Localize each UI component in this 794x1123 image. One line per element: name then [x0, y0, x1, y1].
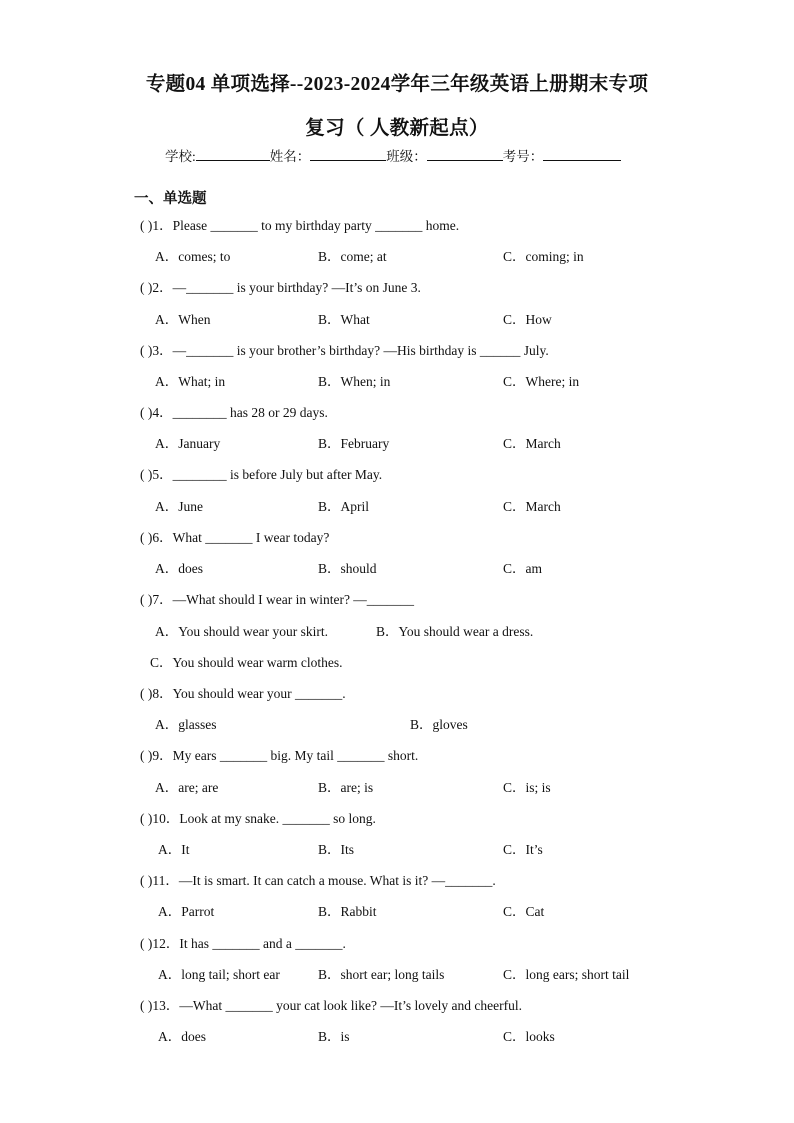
- question-12-option-c: C．long ears; short tail: [503, 967, 630, 982]
- question-7-option-a: A．You should wear your skirt.: [155, 624, 329, 639]
- question-12-option-b: B．short ear; long tails: [318, 967, 445, 982]
- question-3-option-a: A．What; in: [155, 374, 226, 389]
- question-9-option-b: B．are; is: [318, 780, 374, 795]
- page-title-line1: 专题04 单项选择--2023-2024学年三年级英语上册期末专项: [145, 74, 649, 95]
- question-2-option-a: A．When: [155, 312, 211, 327]
- question-2-option-c: C．How: [503, 312, 552, 327]
- question-6: ( )6．What _______ I wear today?: [140, 530, 330, 545]
- question-11-option-b: B．Rabbit: [318, 904, 377, 919]
- question-5-option-c: C．March: [503, 499, 561, 514]
- question-9-option-c: C．is; is: [503, 780, 551, 795]
- number-blank: [543, 146, 621, 161]
- question-13-option-a: A．does: [158, 1029, 206, 1044]
- question-8-option-a: A．glasses: [155, 717, 217, 732]
- question-5-option-b: B．April: [318, 499, 370, 514]
- question-6-option-b: B．should: [318, 561, 377, 576]
- question-13-option-b: B．is: [318, 1029, 350, 1044]
- question-10-option-a: A．It: [158, 842, 190, 857]
- question-10-option-c: C．It’s: [503, 842, 543, 857]
- class-blank: [427, 146, 503, 161]
- question-8-option-b: B．gloves: [410, 717, 468, 732]
- page-title-line2: 复习（ 人教新起点）: [305, 118, 489, 139]
- question-10: ( )10．Look at my snake. _______ so long.: [140, 811, 376, 826]
- question-7: ( )7．—What should I wear in winter? —_______: [140, 592, 415, 607]
- question-11-option-c: C．Cat: [503, 904, 545, 919]
- question-12: ( )12．It has _______ and a _______.: [140, 936, 346, 951]
- student-info-row: [165, 145, 621, 165]
- question-3-option-b: B．When; in: [318, 374, 391, 389]
- question-13-option-c: C．looks: [503, 1029, 555, 1044]
- question-13: ( )13．—What _______ your cat look like? —It’s lovely and cheerful.: [140, 998, 523, 1013]
- school-label: 学校:: [165, 149, 196, 164]
- number-label: 考号：: [502, 149, 544, 164]
- question-9: ( )9．My ears _______ big. My tail _______ short.: [140, 748, 419, 763]
- question-1-option-b: B．come; at: [318, 249, 387, 264]
- question-11-option-a: A．Parrot: [158, 904, 215, 919]
- question-6-option-a: A．does: [155, 561, 203, 576]
- question-12-option-a: A．long tail; short ear: [158, 967, 280, 982]
- section-title: 一、单选题: [134, 191, 207, 207]
- question-5: ( )5．________ is before July but after May.: [140, 467, 383, 482]
- question-2-option-b: B．What: [318, 312, 370, 327]
- question-5-option-a: A．June: [155, 499, 203, 514]
- question-1-option-a: A．comes; to: [155, 249, 231, 264]
- class-label: 班级：: [386, 149, 427, 164]
- question-1-option-c: C．coming; in: [503, 249, 584, 264]
- question-1: ( )1．Please _______ to my birthday party _______ home.: [140, 218, 460, 233]
- question-4: ( )4．________ has 28 or 29 days.: [140, 405, 328, 420]
- question-2: ( )2．—_______ is your birthday? —It’s on June 3.: [140, 280, 421, 295]
- question-7-option-b: B．You should wear a dress.: [376, 624, 534, 639]
- name-blank: [310, 146, 386, 161]
- question-3: ( )3．—_______ is your brother’s birthday? —His birthday is ______ July.: [140, 343, 549, 358]
- question-3-option-c: C．Where; in: [503, 374, 580, 389]
- question-8: ( )8．You should wear your _______.: [140, 686, 346, 701]
- question-4-option-b: B．February: [318, 436, 390, 451]
- name-label: 姓名：: [269, 149, 311, 164]
- question-9-option-a: A．are; are: [155, 780, 219, 795]
- question-4-option-c: C．March: [503, 436, 561, 451]
- school-blank: [196, 146, 270, 161]
- question-10-option-b: B．Its: [318, 842, 355, 857]
- question-4-option-a: A．January: [155, 436, 221, 451]
- question-11: ( )11．—It is smart. It can catch a mouse. What is it? —_______.: [140, 873, 496, 888]
- question-7-option-c: C．You should wear warm clothes.: [150, 655, 343, 670]
- question-6-option-c: C．am: [503, 561, 542, 576]
